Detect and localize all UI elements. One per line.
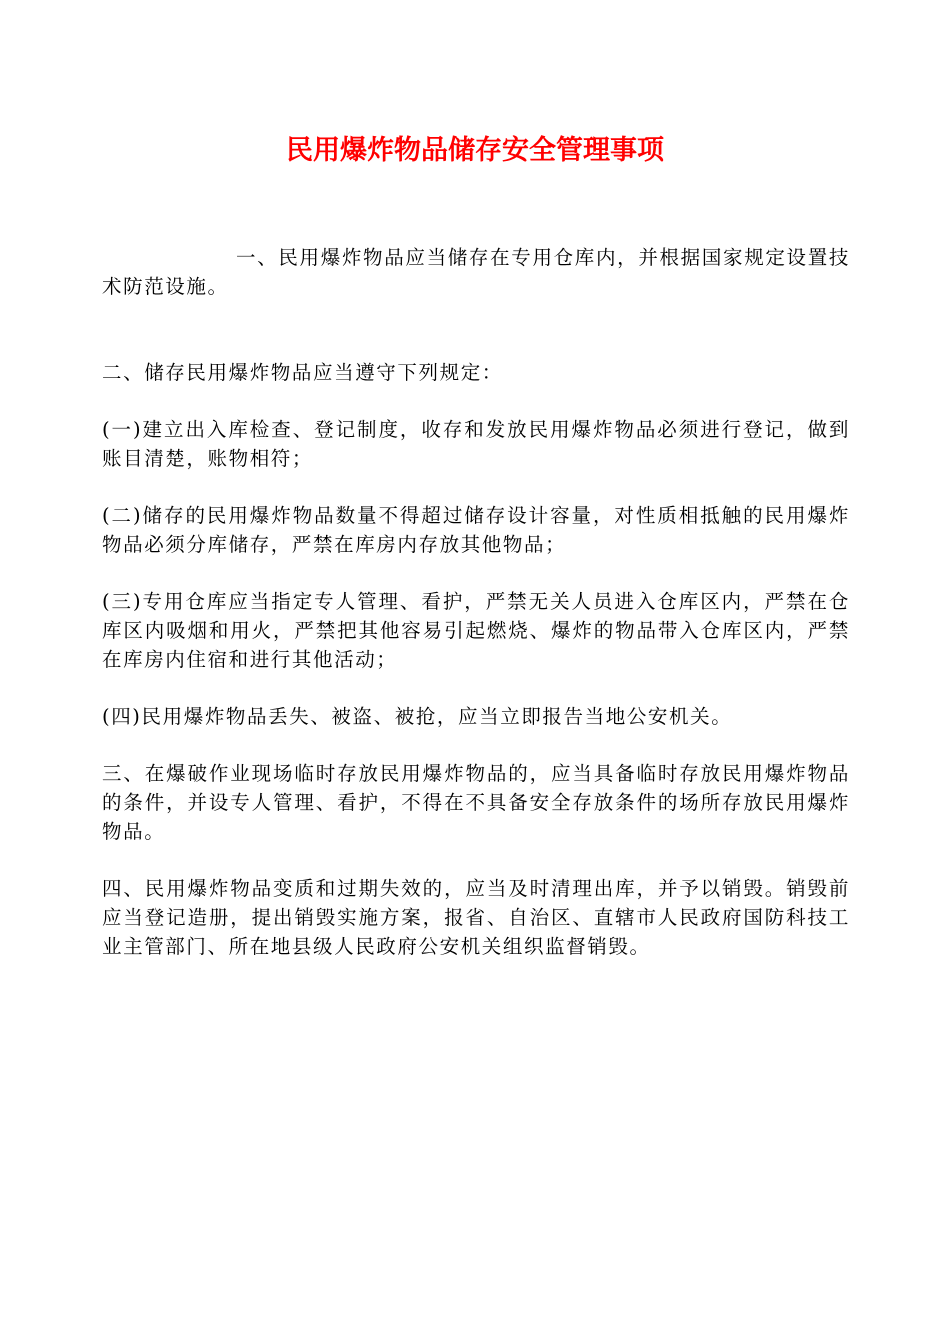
paragraph-article-4: 四、民用爆炸物品变质和过期失效的，应当及时清理出库，并予以销毁。销毁前应当登记造册，提出销毁实施方案，报省、自治区、直辖市人民政府国防科技工业主管部门、所在地县级人民政府公安机关组织监督销毁。 [102, 877, 850, 958]
document-body [102, 243, 850, 961]
document-title: 民用爆炸物品储存安全管理事项 [286, 135, 664, 166]
paragraph-article-1: 一、民用爆炸物品应当储存在专用仓库内，并根据国家规定设置技术防范设施。 [102, 246, 850, 298]
paragraph-item-3: (三)专用仓库应当指定专人管理、看护，严禁无关人员进入仓库区内，严禁在仓库区内吸烟和用火，严禁把其他容易引起燃烧、爆炸的物品带入仓库区内，严禁在库房内住宿和进行其他活动； [102, 590, 850, 671]
paragraph-item-2: (二)储存的民用爆炸物品数量不得超过储存设计容量，对性质相抵触的民用爆炸物品必须分库储存，严禁在库房内存放其他物品； [102, 504, 850, 556]
paragraph-article-3: 三、在爆破作业现场临时存放民用爆炸物品的，应当具备临时存放民用爆炸物品的条件，并设专人管理、看护，不得在不具备安全存放条件的场所存放民用爆炸物品。 [102, 762, 850, 843]
paragraph-item-4: (四)民用爆炸物品丢失、被盗、被抢，应当立即报告当地公安机关。 [102, 705, 733, 728]
paragraph-article-2: 二、储存民用爆炸物品应当遵守下列规定： [102, 361, 503, 384]
paragraph-item-1: (一)建立出入库检查、登记制度，收存和发放民用爆炸物品必须进行登记，做到账目清楚，账物相符； [102, 418, 850, 470]
